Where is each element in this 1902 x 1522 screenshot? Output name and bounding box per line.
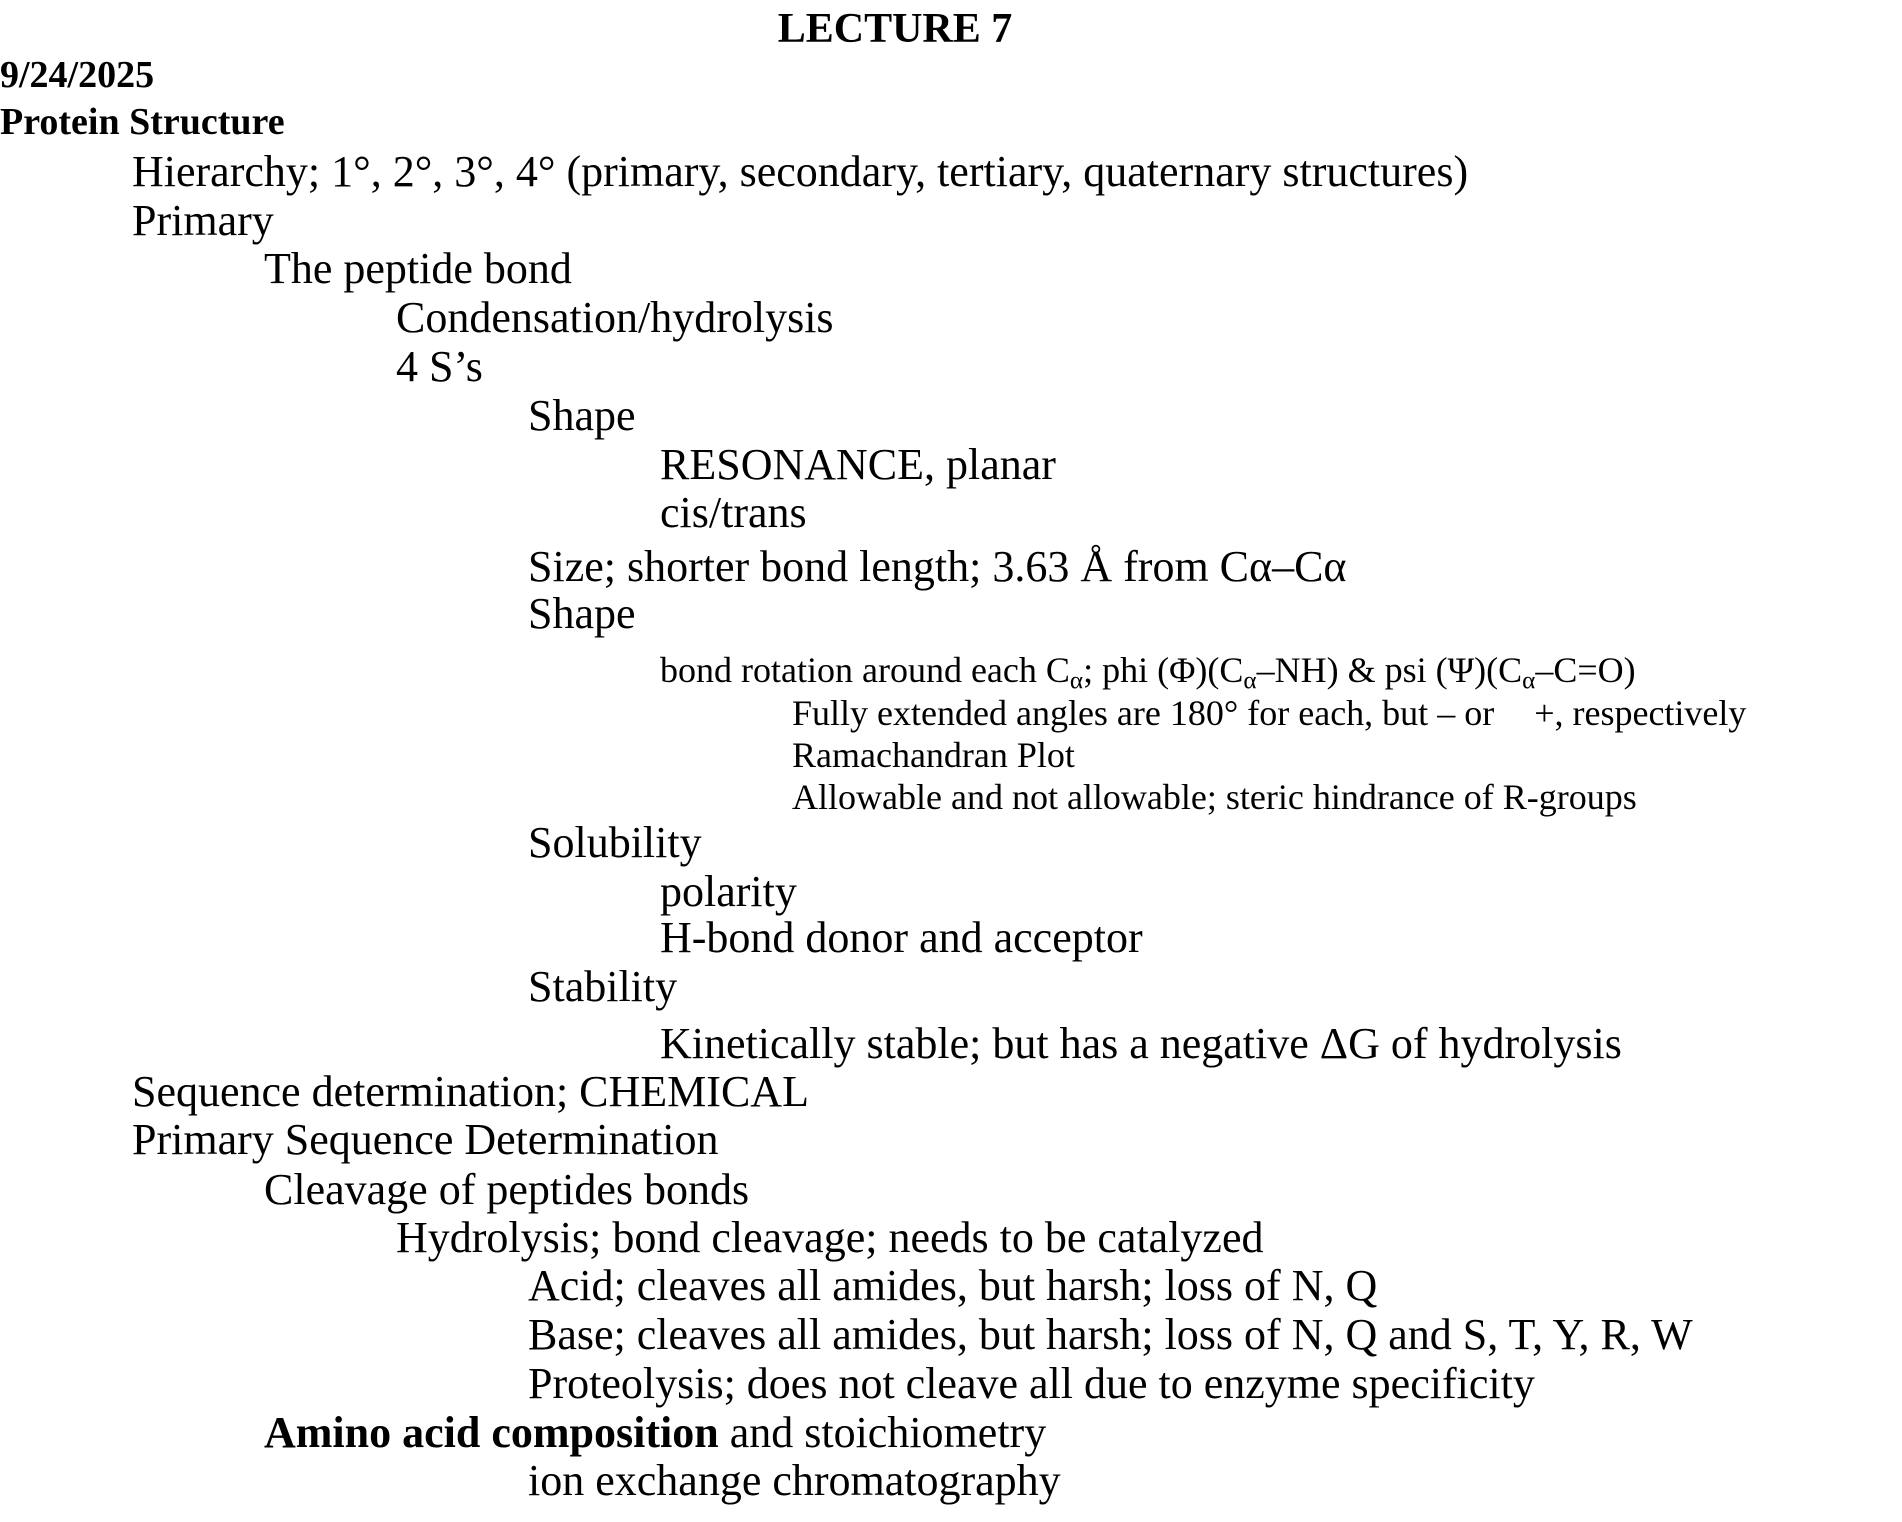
bond-rotation-text-3: –NH) & psi (Ψ)(C: [1256, 650, 1523, 690]
outline-line-sequence-determination: Sequence determination; CHEMICAL: [132, 1067, 809, 1116]
outline-line-proteolysis: Proteolysis; does not cleave all due to enzyme specificity: [528, 1359, 1535, 1408]
outline-line-hbond: H-bond donor and acceptor: [660, 913, 1143, 962]
alpha-subscript-3: α: [1522, 667, 1536, 695]
lecture-date: 9/24/2025: [0, 54, 155, 96]
outline-line-stability: Stability: [528, 962, 678, 1011]
outline-line-cleavage: Cleavage of peptides bonds: [264, 1165, 750, 1214]
outline-line-acid: Acid; cleaves all amides, but harsh; loss of N, Q: [528, 1261, 1378, 1310]
outline-line-hierarchy: Hierarchy; 1°, 2°, 3°, 4° (primary, secondary, tertiary, quaternary structures): [132, 147, 1469, 196]
amino-acid-composition-rest: and stoichiometry: [718, 1408, 1047, 1457]
alpha-subscript-1: α: [1069, 667, 1084, 695]
outline-line-polarity: polarity: [660, 867, 797, 916]
outline-line-shape-2: Shape: [528, 589, 636, 638]
outline-line-base: Base; cleaves all amides, but harsh; loss of N, Q and S, T, Y, R, W: [528, 1310, 1693, 1359]
outline-line-hydrolysis: Hydrolysis; bond cleavage; needs to be catalyzed: [396, 1213, 1264, 1262]
outline-line-primary-sequence: Primary Sequence Determination: [132, 1115, 719, 1164]
bond-rotation-text-2: ; phi (Φ)(C: [1083, 650, 1244, 690]
outline-line-resonance: RESONANCE, planar: [660, 440, 1056, 489]
outline-line-ramachandran: Ramachandran Plot: [792, 735, 1075, 775]
outline-line-solubility: Solubility: [528, 818, 702, 867]
bond-rotation-text-4: –C=O): [1535, 650, 1636, 690]
amino-acid-composition-bold: Amino acid composition: [264, 1408, 719, 1457]
outline-line-cis-trans: cis/trans: [660, 488, 807, 537]
section-heading: Protein Structure: [0, 101, 285, 143]
outline-line-amino-acid-composition: [264, 1408, 1047, 1457]
outline-line-kinetic: Kinetically stable; but has a negative ΔG of hydrolysis: [660, 1019, 1622, 1068]
outline-line-four-s: 4 S’s: [396, 342, 483, 391]
outline-line-shape: Shape: [528, 391, 636, 440]
alpha-subscript-2: α: [1243, 667, 1257, 695]
fully-extended-text-b: +, respectively: [1534, 693, 1747, 733]
outline-line-ion-exchange: ion exchange chromatography: [528, 1456, 1061, 1505]
fully-extended-text-a: Fully extended angles are 180° for each, but – or: [792, 693, 1495, 733]
outline-line-allowable: Allowable and not allowable; steric hindrance of R-groups: [792, 777, 1637, 817]
bond-rotation-text-1: bond rotation around each C: [660, 650, 1070, 690]
lecture-title: LECTURE 7: [777, 6, 1013, 52]
outline-line-size: Size; shorter bond length; 3.63 Å from Cα–Cα: [528, 542, 1347, 591]
outline-line-condensation: Condensation/hydrolysis: [396, 293, 834, 342]
outline-line-fully-extended: [792, 695, 1746, 731]
outline-line-primary: Primary: [132, 196, 274, 245]
outline-line-bond-rotation: [660, 650, 1636, 695]
outline-line-peptide-bond: The peptide bond: [264, 244, 572, 293]
